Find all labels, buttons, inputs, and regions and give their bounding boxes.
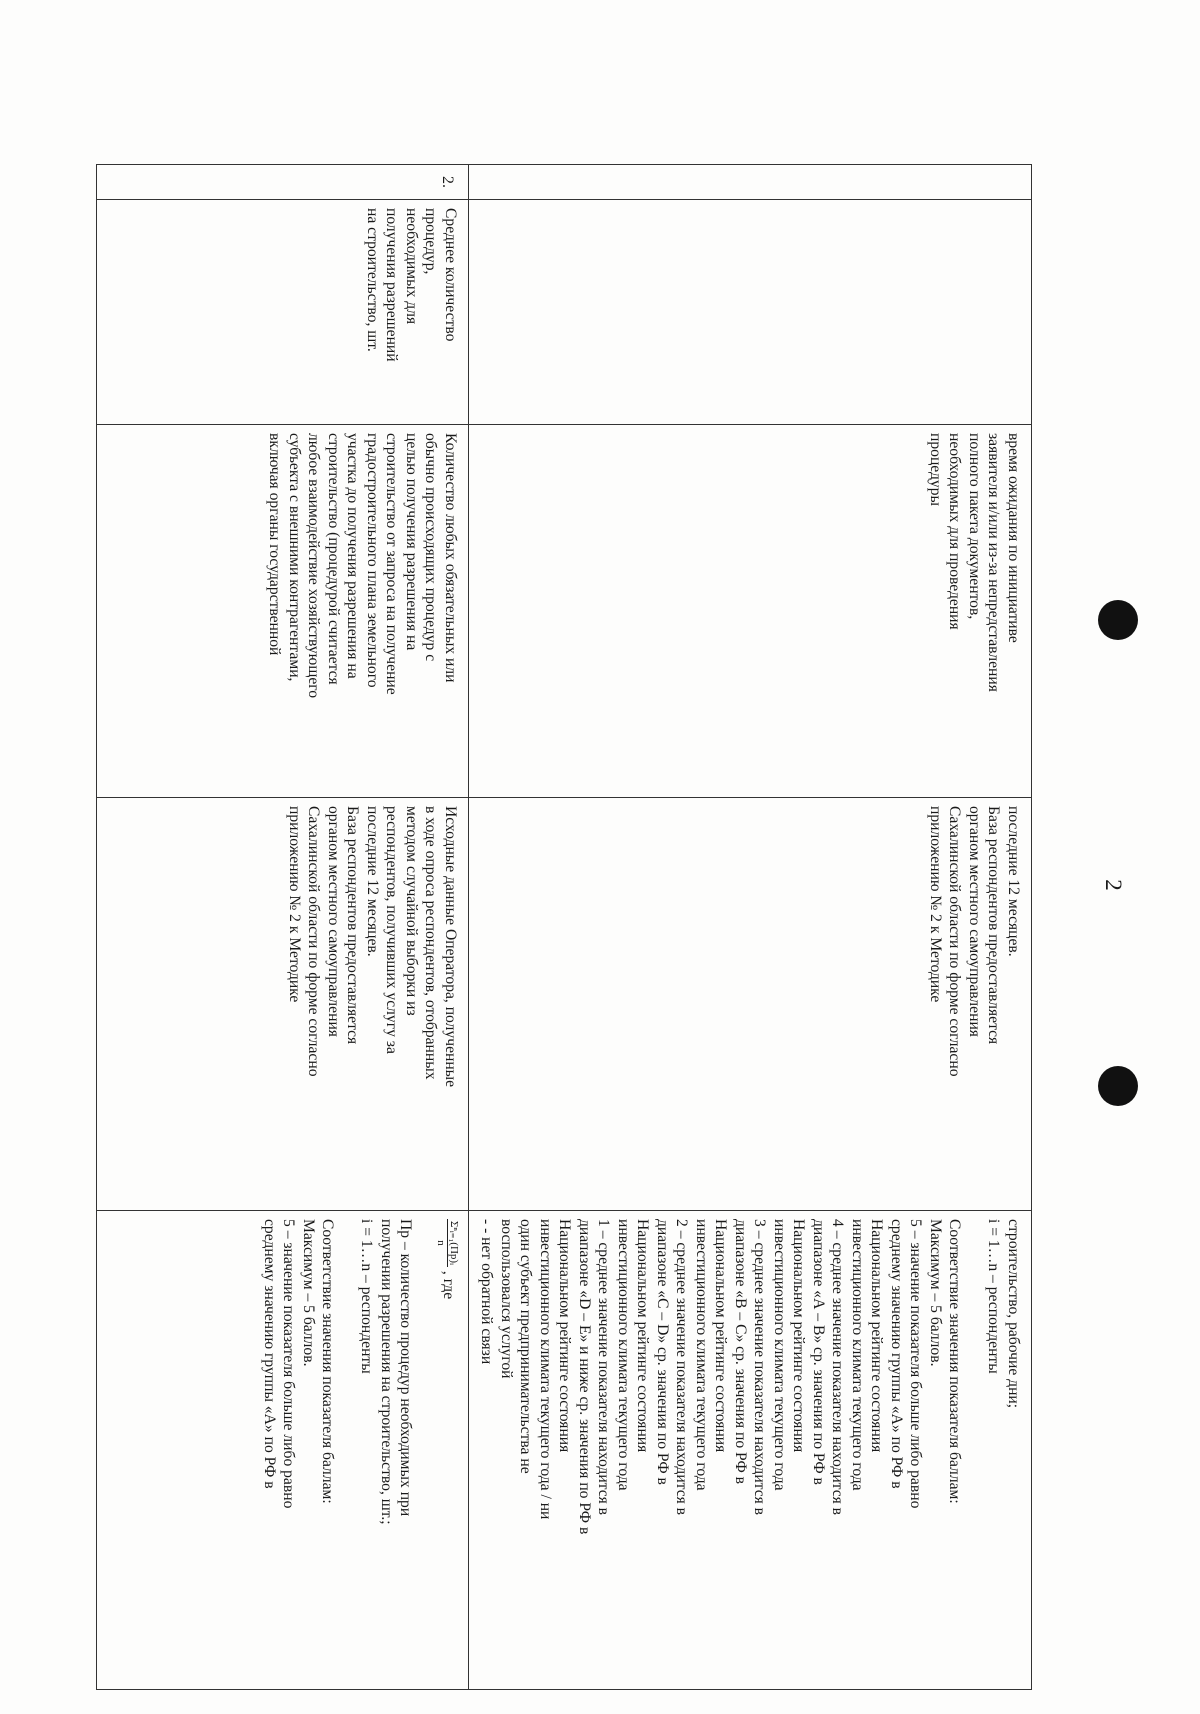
table-row-2: [97, 165, 469, 1690]
text-line: - - нет обратной связи: [478, 1219, 496, 1365]
formula-suffix: , где: [439, 1270, 457, 1300]
method-text: [252, 1211, 469, 1689]
cell-name-2: [97, 200, 469, 425]
text-line: Соответствие значения показателя баллам:: [319, 1219, 337, 1504]
text-line: диапазоне «В – С» ср. значения по РФ в: [732, 1219, 749, 1485]
text-line: диапазоне «С – D» ср. значения по РФ в: [654, 1219, 671, 1485]
text-line: Соответствие значения показателя баллам:: [946, 1219, 964, 1504]
text-line: включая органы государственной: [266, 433, 284, 656]
cell-description-2: [97, 425, 469, 798]
method-lines: [260, 1219, 436, 1681]
text-line: приложению № 2 к Методике: [927, 806, 944, 1003]
row-number: 2.: [439, 176, 456, 188]
text-line: 2 – среднее значение показателя находится в: [673, 1219, 691, 1516]
text-line: Пр – количество процедур необходимых при: [397, 1219, 415, 1517]
text-line: [416, 1219, 436, 1681]
text-line: 4 – среднее значение показателя находится в: [829, 1219, 847, 1516]
cell-method-2: [97, 1211, 469, 1690]
text-line: Национальном рейтинге состояния: [634, 1219, 652, 1453]
text-line: диапазоне «А – В» ср. значения по РФ в: [810, 1219, 827, 1485]
text-line: Максимум – 5 баллов.: [927, 1219, 944, 1367]
text-line: инвестиционного климата текущего года: [849, 1219, 866, 1491]
text-line: на строительство, шт.: [364, 208, 381, 352]
cell-number-2: [97, 165, 469, 200]
text-line: полного пакета документов,: [966, 433, 983, 620]
text-line: i = 1…n – респонденты: [358, 1219, 376, 1374]
indicator-name-text: [355, 200, 469, 424]
text-line: инвестиционного климата текущего года: [615, 1219, 632, 1491]
criteria-table: [96, 164, 1032, 1690]
page-number: 2: [1101, 879, 1126, 891]
text-line: инвестиционного климата текущего года: [771, 1219, 788, 1491]
source-prev-text: [918, 798, 1032, 1210]
text-line: получении разрешения на строительство, шт.;: [378, 1219, 395, 1525]
text-line: База респондентов предоставляется: [344, 806, 362, 1045]
text-line: процедур,: [422, 208, 440, 275]
text-line: последние 12 месяцев.: [364, 806, 381, 957]
text-line: инвестиционного климата текущего года: [693, 1219, 710, 1491]
text-line: [338, 1219, 358, 1681]
text-line: целью получения разрешения на: [403, 433, 420, 651]
text-line: строительство от запроса на получение: [383, 433, 401, 695]
cell-description-prev: [469, 425, 1032, 798]
formula-fraction: [435, 1219, 460, 1267]
text-line: 5 – значение показателя больше либо равно: [280, 1219, 298, 1509]
text-line: инвестиционного климата текущего года / ни: [537, 1219, 554, 1520]
text-line: приложению № 2 к Методике: [286, 806, 303, 1003]
cell-source-prev: [469, 798, 1032, 1211]
text-line: органом местного самоуправления: [966, 806, 983, 1037]
cell-source-2: [97, 798, 469, 1211]
rotated-table-page: [96, 164, 1032, 1684]
text-line: в ходе опроса респондентов, отобранных: [422, 806, 440, 1080]
text-line: i = 1…n – респонденты: [985, 1219, 1003, 1374]
cell-method-prev: [469, 1211, 1032, 1690]
text-line: необходимых для: [403, 208, 420, 325]
text-line: Среднее количество: [442, 208, 459, 342]
text-line: строительство, рабочие дни;: [1005, 1219, 1022, 1409]
text-line: Национальном рейтинге состояния: [712, 1219, 730, 1453]
punch-hole-bottom: [1098, 1066, 1138, 1106]
text-line: время ожидания по инициативе: [1005, 433, 1022, 643]
text-line: среднему значению группы «А» по РФ в: [261, 1219, 278, 1489]
text-line: любое взаимодействие хозяйствующего: [305, 433, 323, 699]
description-prev-text: [918, 425, 1032, 797]
text-line: 1 – среднее значение показателя находится в: [595, 1219, 613, 1516]
cell-name-prev: [469, 200, 1032, 425]
text-line: один субъект предпринимательства не: [517, 1219, 535, 1474]
text-line: обычно происходящих процедур с: [422, 433, 440, 662]
formula-line: [435, 1219, 460, 1681]
text-line: [965, 1219, 985, 1681]
text-line: Национальном рейтинге состояния: [868, 1219, 886, 1453]
punch-hole-top: [1098, 600, 1138, 640]
text-line: процедуры: [927, 433, 944, 507]
text-line: Исходные данные Оператора, полученные: [442, 806, 459, 1088]
description-text: [257, 425, 468, 797]
text-line: 5 – значение показателя больше либо равно: [907, 1219, 925, 1509]
text-line: заявителя и/или из-за непредставления: [985, 433, 1003, 692]
text-line: органом местного самоуправления: [325, 806, 342, 1037]
text-line: последние 12 месяцев.: [1005, 806, 1022, 957]
text-line: среднему значению группы «А» по РФ в: [888, 1219, 905, 1489]
text-line: респондентов, получивших услугу за: [383, 806, 401, 1054]
text-line: Сахалинской области по форме согласно: [305, 806, 323, 1077]
formula-denominator: n: [435, 1240, 447, 1246]
text-line: Количество любых обязательных или: [442, 433, 459, 683]
text-line: субъекта с внешними контрагентами,: [286, 433, 303, 682]
cell-number-prev: [469, 165, 1032, 200]
text-line: методом случайной выборки из: [403, 806, 420, 1016]
text-line: градостроительного плана земельного: [364, 433, 381, 688]
text-line: строительство (процедурой считается: [325, 433, 342, 685]
source-text: [277, 798, 469, 1210]
text-line: Сахалинской области по форме согласно: [946, 806, 964, 1077]
text-line: получения разрешений: [383, 208, 401, 362]
method-prev-text: [469, 1211, 1031, 1689]
text-line: Национальном рейтинге состояния: [790, 1219, 808, 1453]
formula-numerator: Σⁿᵢ₌₁(Пр)ᵢ: [448, 1221, 460, 1265]
text-line: База респондентов предоставляется: [985, 806, 1003, 1045]
text-line: необходимых для проведения: [946, 433, 964, 630]
text-line: воспользовался услугой: [498, 1219, 515, 1379]
text-line: диапазоне «D – E» и ниже ср. значения по РФ в: [576, 1219, 593, 1535]
text-line: 3 – среднее значение показателя находится в: [751, 1219, 769, 1516]
table-row-previous: [469, 165, 1032, 1690]
text-line: участка до получения разрешения на: [344, 433, 362, 679]
text-line: Максимум – 5 баллов.: [300, 1219, 317, 1367]
text-line: Национальном рейтинге состояния: [556, 1219, 574, 1453]
